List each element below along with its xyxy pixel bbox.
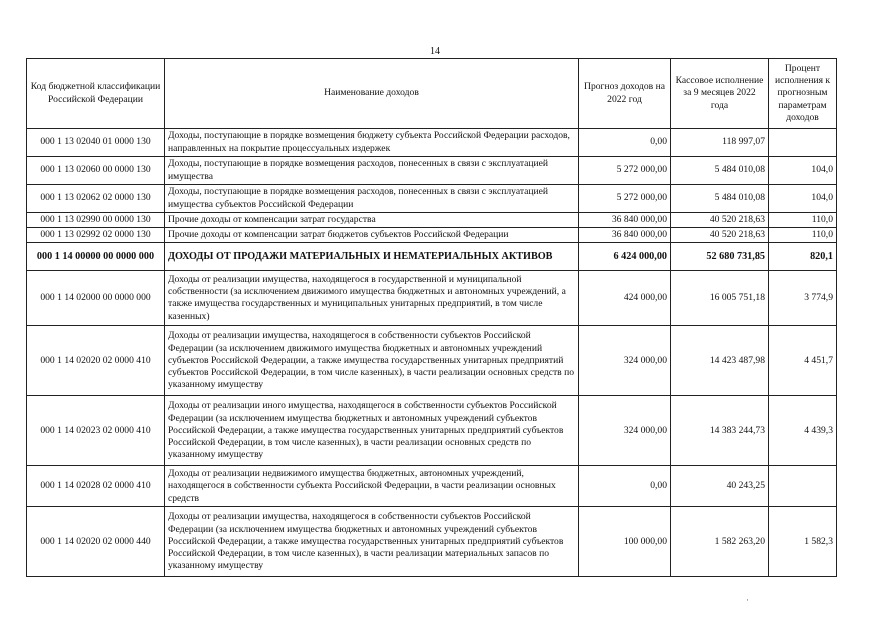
row-percent: 3 774,9 <box>769 271 837 326</box>
row-execution: 40 520 218,63 <box>671 213 769 228</box>
row-name: Доходы от реализации иного имущества, находящегося в собственности субъектов Российской Федерации (за исключением имущества бюджетных и автономных учреждений субъектов Российской Федерации, а также имущества государственных унитарных предприятий субъектов Российской Федерации, в том числе казенных), в части реализации основных средств по указанному имуществу <box>165 396 579 466</box>
row-code: 000 1 14 02000 00 0000 000 <box>27 271 165 326</box>
row-forecast: 100 000,00 <box>579 507 671 577</box>
row-name: Доходы, поступающие в порядке возмещения расходов, понесенных в связи с эксплуатацией имущества субъектов Российской Федерации <box>165 185 579 213</box>
table-header-row <box>27 59 837 129</box>
table-row <box>27 507 837 577</box>
row-execution: 40 243,25 <box>671 466 769 507</box>
row-name: Прочие доходы от компенсации затрат государства <box>165 213 579 228</box>
row-forecast: 424 000,00 <box>579 271 671 326</box>
row-code: 000 1 13 02990 00 0000 130 <box>27 213 165 228</box>
row-execution: 118 997,07 <box>671 129 769 157</box>
table-row <box>27 157 837 185</box>
row-code: 000 1 13 02040 01 0000 130 <box>27 129 165 157</box>
row-name: Доходы, поступающие в порядке возмещения расходов, понесенных в связи с эксплуатацией имущества <box>165 157 579 185</box>
header-forecast: Прогноз доходов на 2022 год <box>579 59 671 129</box>
row-forecast: 324 000,00 <box>579 326 671 396</box>
row-code: 000 1 14 00000 00 0000 000 <box>27 243 165 271</box>
header-name: Наименование доходов <box>165 59 579 129</box>
header-execution: Кассовое исполнение за 9 месяцев 2022 года <box>671 59 769 129</box>
row-percent: 104,0 <box>769 157 837 185</box>
row-percent: 4 439,3 <box>769 396 837 466</box>
row-percent <box>769 466 837 507</box>
row-forecast: 324 000,00 <box>579 396 671 466</box>
row-code: 000 1 13 02060 00 0000 130 <box>27 157 165 185</box>
table-row <box>27 228 837 243</box>
row-forecast: 0,00 <box>579 466 671 507</box>
header-code: Код бюджетной классификации Российской Федерации <box>27 59 165 129</box>
table-row <box>27 466 837 507</box>
row-percent: 820,1 <box>769 243 837 271</box>
row-name: ДОХОДЫ ОТ ПРОДАЖИ МАТЕРИАЛЬНЫХ И НЕМАТЕРИАЛЬНЫХ АКТИВОВ <box>165 243 579 271</box>
row-execution: 5 484 010,08 <box>671 185 769 213</box>
page-number: 14 <box>430 46 440 57</box>
row-execution: 52 680 731,85 <box>671 243 769 271</box>
row-percent: 1 582,3 <box>769 507 837 577</box>
row-forecast: 36 840 000,00 <box>579 228 671 243</box>
row-code: 000 1 14 02023 02 0000 410 <box>27 396 165 466</box>
row-name: Доходы от реализации имущества, находящегося в собственности субъектов Российской Федерации (за исключением движимого имущества бюджетных и автономных учреждений субъектов Российской Федерации, а также имущества государственных унитарных предприятий субъектов Российской Федерации, в том числе казенных), в части реализации основных средств по указанному имуществу <box>165 326 579 396</box>
row-forecast: 6 424 000,00 <box>579 243 671 271</box>
row-code: 000 1 13 02062 02 0000 130 <box>27 185 165 213</box>
row-name: Доходы от реализации имущества, находящегося в собственности субъектов Российской Федерации (за исключением имущества бюджетных и автономных учреждений субъектов Российской Федерации, а также имущества государственных унитарных предприятий субъектов Российской Федерации, в том числе казенных), в части реализации материальных запасов по указанному имуществу <box>165 507 579 577</box>
row-execution: 40 520 218,63 <box>671 228 769 243</box>
scan-dot-mark: · <box>746 595 749 605</box>
row-execution: 1 582 263,20 <box>671 507 769 577</box>
table-row <box>27 396 837 466</box>
row-name: Доходы от реализации недвижимого имущества бюджетных, автономных учреждений, находящегося в собственности субъекта Российской Федерации, в части реализации основных средств <box>165 466 579 507</box>
revenue-table <box>26 58 837 577</box>
row-execution: 14 423 487,98 <box>671 326 769 396</box>
table-row-section <box>27 243 837 271</box>
row-percent: 110,0 <box>769 213 837 228</box>
row-execution: 14 383 244,73 <box>671 396 769 466</box>
row-percent: 4 451,7 <box>769 326 837 396</box>
table-row <box>27 271 837 326</box>
row-name: Доходы, поступающие в порядке возмещения бюджету субъекта Российской Федерации расходов, направленных на покрытие процессуальных издержек <box>165 129 579 157</box>
table-row <box>27 185 837 213</box>
row-forecast: 5 272 000,00 <box>579 185 671 213</box>
header-percent: Процент исполнения к прогнозным параметрам доходов <box>769 59 837 129</box>
row-execution: 5 484 010,08 <box>671 157 769 185</box>
row-forecast: 5 272 000,00 <box>579 157 671 185</box>
row-name: Прочие доходы от компенсации затрат бюджетов субъектов Российской Федерации <box>165 228 579 243</box>
row-forecast: 36 840 000,00 <box>579 213 671 228</box>
row-name: Доходы от реализации имущества, находящегося в государственной и муниципальной собственности (за исключением движимого имущества бюджетных и автономных учреждений, а также имущества государственных и муниципальных унитарных предприятий, в том числе казенных) <box>165 271 579 326</box>
row-code: 000 1 14 02020 02 0000 440 <box>27 507 165 577</box>
table-row <box>27 326 837 396</box>
row-code: 000 1 14 02020 02 0000 410 <box>27 326 165 396</box>
row-code: 000 1 14 02028 02 0000 410 <box>27 466 165 507</box>
row-percent <box>769 129 837 157</box>
row-execution: 16 005 751,18 <box>671 271 769 326</box>
table-row <box>27 213 837 228</box>
row-code: 000 1 13 02992 02 0000 130 <box>27 228 165 243</box>
row-percent: 104,0 <box>769 185 837 213</box>
table-row <box>27 129 837 157</box>
row-forecast: 0,00 <box>579 129 671 157</box>
row-percent: 110,0 <box>769 228 837 243</box>
